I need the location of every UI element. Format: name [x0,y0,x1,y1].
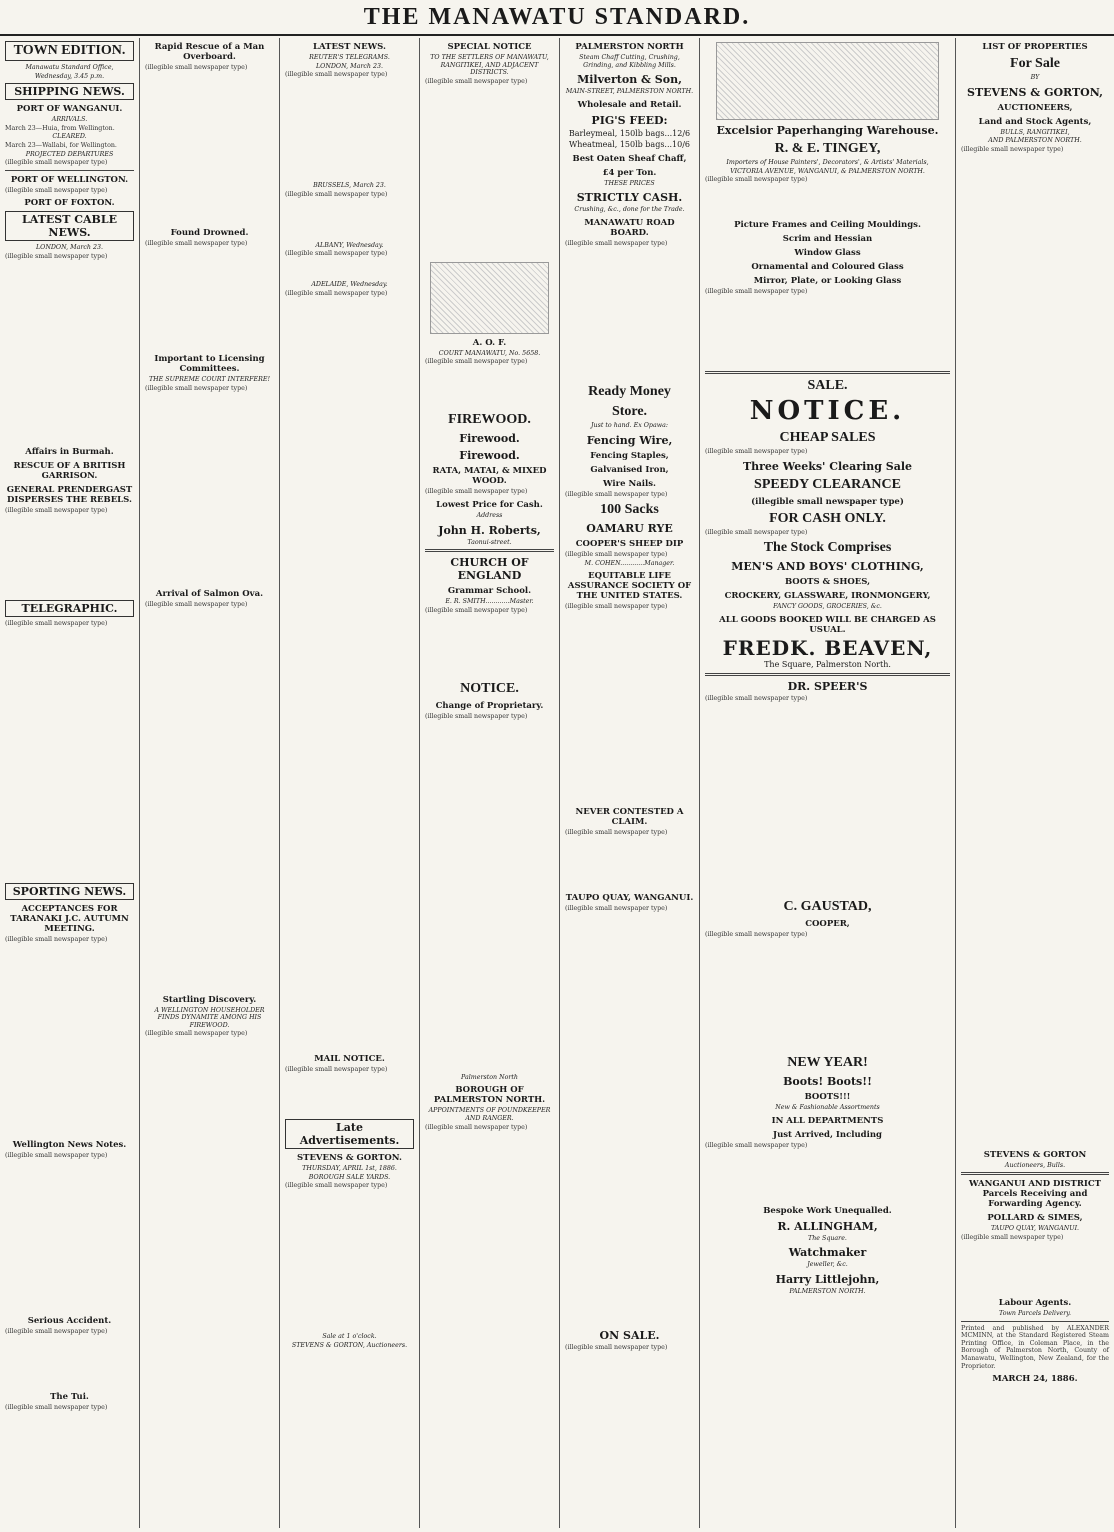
body-text: (illegible small newspaper type) [5,186,108,194]
body-text: (illegible small newspaper type) [5,1151,108,1159]
body-text: (illegible small newspaper type) [565,239,668,247]
notice-big: NOTICE. [749,396,906,427]
speer-heading: DR. SPEER'S [787,679,868,693]
column-news [0,38,140,1528]
strictly-cash: STRICTLY CASH. [576,191,683,205]
borough-heading: BOROUGH OF PALMERSTON NORTH. [433,1085,546,1106]
body-text: (illegible small newspaper type) [285,1065,388,1073]
auctioneers-sign: STEVENS & GORTON, Auctioneers. [291,1341,408,1349]
mail-notice-heading: MAIL NOTICE. [314,1053,385,1064]
stevens-gorton: STEVENS & GORTON. [296,1152,402,1163]
gaustad-name: C. GAUSTAD, [783,898,872,914]
scrim-line: Scrim and Hessian [782,234,873,245]
cheap-sales: CHEAP SALES [779,430,876,446]
pn-line: Palmerston North [461,1073,518,1081]
cash-only: FOR CASH ONLY. [769,510,886,526]
pig-feed: PIG'S FEED: [591,113,668,127]
rata-line: RATA, MATAI, & MIXED WOOD. [432,466,547,487]
column-ads-2 [560,38,700,1528]
telegraphic-heading: TELEGRAPHIC. [5,600,134,617]
mirror-line: Mirror, Plate, or Looking Glass [753,276,902,287]
boots-line: BOOTS!!! [804,1091,851,1102]
fancy-goods: FANCY GOODS, GROCERIES, &c. [773,603,882,611]
jeweller-line: Jeweller, &c. [807,1261,848,1269]
speedy-clearance: SPEEDY CLEARANCE [754,476,901,492]
beaven-address: The Square, Palmerston North. [764,659,891,669]
body-text: (illegible small newspaper type) [145,600,248,608]
goods-booked: ALL GOODS BOOKED WILL BE CHARGED AS USUAL. [719,614,936,635]
labour-agents: Labour Agents. [998,1297,1072,1308]
settlers-subheading: TO THE SETTLERS OF MANAWATU, RANGITIKEI, AND ADJACENT DISTRICTS. [430,54,549,77]
roberts-name: John H. Roberts, [438,523,541,537]
shipping-heading: SHIPPING NEWS. [5,83,134,100]
sacks-heading: 100 Sacks [600,502,659,518]
body-text: (illegible small newspaper type) [565,490,668,498]
oaten-line: Best Oaten Sheaf Chaff, [572,153,687,164]
firewood-line: Firewood. [459,432,520,446]
body-text: (illegible small newspaper type) [5,935,108,943]
port-wellington-heading: PORT OF WELLINGTON. [10,174,129,185]
ready-money: Ready Money [588,383,671,399]
body-text: (illegible small newspaper type) [145,240,248,247]
boots-boots: Boots! Boots!! [783,1074,872,1088]
sale-date: THURSDAY, APRIL 1st, 1886. [302,1164,397,1172]
body-text: (illegible small newspaper type) [565,905,668,913]
milverton-name: Milverton & Son, [577,73,682,87]
equitable-heading: EQUITABLE LIFE ASSURANCE SOCIETY OF THE UNITED STATES. [567,571,692,602]
never-contested: NEVER CONTESTED A CLAIM. [575,807,684,828]
divider [961,1172,1109,1175]
body-text: (illegible small newspaper type) [751,496,904,507]
body-text: (illegible small newspaper type) [705,528,808,536]
telegrams-label: REUTER'S TELEGRAMS. [309,54,390,61]
address-label: Address [476,511,503,519]
fashionable-line: New & Fashionable Assortments [775,1103,880,1111]
body-text: (illegible small newspaper type) [425,712,528,720]
body-text: (illegible small newspaper type) [425,77,528,85]
and-pn-line: AND PALMERSTON NORTH. [988,137,1082,145]
tingey-name: R. & E. TINGEY, [774,141,881,156]
startling-heading: Startling Discovery. [162,994,257,1005]
crushing-line: Crushing, &c., done for the Trade. [574,206,685,214]
sale-time: Sale at 1 o'clock. [322,1333,377,1341]
serious-accident-heading: Serious Accident. [27,1315,112,1326]
body-text: (illegible small newspaper type) [145,1030,248,1038]
taonui-street: Taonui-street. [467,538,512,546]
window-glass: Window Glass [794,248,861,259]
wheatmeal-price: Wheatmeal, 150lb bags...10/6 [568,139,691,149]
body-text: (illegible small newspaper type) [5,1327,108,1335]
town-edition-title: TOWN EDITION. [5,41,134,61]
acceptances-heading: ACCEPTANCES FOR TARANAKI J.C. AUTUMN MEETING. [10,903,129,934]
body-text: (illegible small newspaper type) [425,1123,528,1131]
body-text: (illegible small newspaper type) [5,159,108,167]
divider [705,371,950,374]
wholesale-line: Wholesale and Retail. [577,99,682,110]
cohen-line: M. COHEN............Manager. [584,559,675,567]
body-text: (illegible small newspaper type) [285,190,388,198]
oamaru-rye: OAMARU RYE [586,522,673,536]
body-text: (illegible small newspaper type) [5,619,108,627]
wellington-notes-heading: Wellington News Notes. [12,1139,127,1150]
crest-engraving [430,262,548,334]
body-text: (illegible small newspaper type) [5,1403,108,1411]
divider [961,1321,1109,1322]
port-foxton-heading: PORT OF FOXTON. [24,198,115,209]
column-ads-3 [700,38,956,1528]
galvanised-iron: Galvanised Iron, [590,464,669,475]
body-text: (illegible small newspaper type) [961,145,1064,153]
littlejohn-address: PALMERSTON NORTH. [789,1287,866,1295]
cooper-line: COOPER, [805,918,850,929]
fencing-wire: Fencing Wire, [586,433,673,447]
allingham-address: The Square. [808,1234,847,1242]
body-text: (illegible small newspaper type) [285,250,388,258]
new-year: NEW YEAR! [787,1054,868,1070]
body-text: (illegible small newspaper type) [425,358,528,366]
body-text: (illegible small newspaper type) [425,606,528,614]
taupo-quay: TAUPO QUAY, WANGANUI. [990,1225,1080,1233]
main-street: MAIN-STREET, PALMERSTON NORTH. [565,88,694,96]
taupo-quay: TAUPO QUAY, WANGANUI. [565,893,694,904]
rescue-heading: RESCUE OF A BRITISH GARRISON. [13,460,126,481]
rescue-heading: Rapid Rescue of a Man Overboard. [154,42,265,62]
victoria-line: VICTORIA AVENUE, WANGANUI, & PALMERSTON NORTH. [730,167,925,175]
divider [425,549,554,552]
cleared-line: March 23—Wallabi, for Wellington. [5,141,117,149]
found-drowned-heading: Found Drowned. [170,228,249,238]
late-ads-heading: Late Advertisements. [285,1119,414,1149]
arrivals-label: ARRIVALS. [51,116,88,124]
auctioneers-line: AUCTIONEERS, [997,102,1073,113]
bulls-line: BULLS, RANGITIKEI, [1000,128,1070,136]
imprint-date: MARCH 24, 1886. [992,1374,1078,1385]
column-ads-1 [420,38,560,1528]
excelsior-heading: Excelsior Paperhanging Warehouse. [716,124,939,137]
divider [705,673,950,676]
stevens-footer-sub: Auctioneers, Bulls. [1004,1161,1066,1169]
palmerston-heading: PALMERSTON NORTH [575,42,684,52]
body-text: (illegible small newspaper type) [705,288,808,296]
body-text: (illegible small newspaper type) [705,448,808,456]
firewood-heading: FIREWOOD. [448,412,531,428]
body-text: (illegible small newspaper type) [425,488,528,496]
masthead: THE MANAWATU STANDARD. [0,0,1114,36]
bespoke-line: Bespoke Work Unequalled. [763,1205,892,1216]
latest-news-heading: LATEST NEWS. [313,42,386,52]
body-text: (illegible small newspaper type) [705,176,808,184]
store-line: Store. [611,403,648,419]
boots-shoes: BOOTS & SHOES, [784,577,871,588]
special-notice-heading: SPECIAL NOTICE [447,42,532,52]
mens-clothing: MEN'S AND BOYS' CLOTHING, [731,560,924,574]
body-text: (illegible small newspaper type) [5,506,108,514]
sheep-dip: COOPER'S SHEEP DIP [575,539,684,550]
edition-date: Wednesday, 3.45 p.m. [34,72,105,80]
body-text: (illegible small newspaper type) [961,1233,1064,1241]
body-text: (illegible small newspaper type) [565,1344,668,1352]
arrival-line: March 23—Huia, from Wellington. [5,124,115,132]
sporting-heading: SPORTING NEWS. [5,883,134,900]
on-sale: ON SALE. [599,1329,660,1343]
barleymeal-price: Barleymeal, 150lb bags...12/6 [568,128,691,138]
littlejohn-name: Harry Littlejohn, [775,1272,880,1286]
body-text: (illegible small newspaper type) [705,694,808,702]
column-latest [280,38,420,1528]
three-weeks: Three Weeks' Clearing Sale [742,459,913,473]
court-number: COURT MANAWATU, No. 5658. [438,349,541,357]
lowest-price: Lowest Price for Cash. [436,499,543,510]
ornamental-glass: Ornamental and Coloured Glass [751,262,904,273]
general-heading: GENERAL PRENDERGAST DISPERSES THE REBELS. [6,484,133,505]
crockery-line: CROCKERY, GLASSWARE, IRONMONGERY, [724,591,931,602]
dateline: LONDON, March 23. [36,244,103,252]
body-text: (illegible small newspaper type) [705,1141,808,1149]
allingham-name: R. ALLINGHAM, [777,1219,878,1233]
watchmaker: Watchmaker [788,1246,867,1260]
land-stock: Land and Stock Agents, [978,116,1092,127]
church-heading: CHURCH OF ENGLAND [450,556,529,583]
stevens-footer: STEVENS & GORTON [983,1149,1087,1160]
dateline: BRUSSELS, March 23. [313,182,386,190]
divider [5,170,134,171]
town-parcels: Town Parcels Delivery. [999,1309,1071,1317]
for-sale: For Sale [1010,56,1060,71]
body-text: (illegible small newspaper type) [285,1182,388,1190]
firewood-line: Firewood. [459,449,520,463]
per-ton: £4 per Ton. [602,167,657,178]
dateline: ALBANY, Wednesday. [315,241,384,249]
by-line: BY [1030,74,1040,81]
stock-comprises: The Stock Comprises [763,540,892,556]
column-properties [956,38,1114,1528]
fencing-staples: Fencing Staples, [590,450,669,461]
body-text: (illegible small newspaper type) [565,829,668,837]
grammar-school: Grammar School. [447,586,532,597]
road-board-heading: MANAWATU ROAD BOARD. [584,217,675,238]
beaven-name: FREDK. BEAVEN, [722,635,933,660]
office-line: Manawatu Standard Office, [25,64,114,71]
body-text: (illegible small newspaper type) [565,551,668,559]
body-text: (illegible small newspaper type) [705,930,808,938]
dateline: ADELAIDE, Wednesday. [311,281,388,289]
body-text: (illegible small newspaper type) [285,71,388,79]
warehouse-banner-engraving [716,42,939,120]
change-proprietary: Change of Proprietary. [435,700,544,711]
projected-label: PROJECTED DEPARTURES [25,150,114,158]
sale-heading: SALE. [807,378,848,394]
salmon-heading: Arrival of Salmon Ova. [155,588,264,599]
householder-subheading: A WELLINGTON HOUSEHOLDER FINDS DYNAMITE AMONG HIS FIREWOOD. [154,1006,265,1029]
departments-line: IN ALL DEPARTMENTS [771,1115,884,1126]
body-text: (illegible small newspaper type) [5,252,108,260]
importers-line: Importers of House Painters', Decorators', & Artists' Materials, [726,159,929,166]
imprint: Printed and published by ALEXANDER MCMINN, at the Standard Registered Steam Printing Office, in Coleman Place, in the Borough of Palmerston North, County of Manawatu, Wellington, New Zealand, for the Proprietor. [961,1324,1109,1370]
pollard-simes: POLLARD & SIMES, [987,1213,1083,1224]
body-text: (illegible small newspaper type) [565,603,668,611]
wire-nails: Wire Nails. [603,478,656,489]
tui-heading: The Tui. [50,1391,89,1402]
court-subheading: THE SUPREME COURT INTERFERE! [148,376,271,383]
cleared-label: CLEARED. [52,133,87,141]
licensing-heading: Important to Licensing Committees. [154,354,265,374]
cable-news-heading: LATEST CABLE NEWS. [5,211,134,241]
aof-heading: A. O. F. [472,337,507,348]
column-local [140,38,280,1528]
dateline: LONDON, March 23. [316,62,383,70]
just-arrived: Just Arrived, Including [773,1129,882,1140]
picture-frames: Picture Frames and Ceiling Mouldings. [734,220,921,231]
body-text: (illegible small newspaper type) [285,289,388,297]
notice-heading: NOTICE. [460,680,519,696]
affairs-heading: Affairs in Burmah. [25,446,114,457]
parcels-heading: WANGANUI AND DISTRICT Parcels Receiving and Forwarding Agency. [969,1179,1101,1210]
sale-yards: BOROUGH SALE YARDS. [308,1173,391,1181]
opawa-line: Just to hand. Ex Opawa: [591,421,668,429]
list-heading: LIST OF PROPERTIES [982,42,1088,52]
stevens-gorton: STEVENS & GORTON, [967,85,1103,99]
these-prices: THESE PRICES [604,179,655,187]
steam-mills: Steam Chaff Cutting, Crushing, Grinding, and Kibbling Mills. [579,54,680,69]
port-wanganui-heading: PORT OF WANGANUI. [16,104,123,115]
body-text: (illegible small newspaper type) [145,384,248,392]
master-line: E. R. SMITH............Master. [445,598,534,606]
appointments-line: APPOINTMENTS OF POUNDKEEPER AND RANGER. [428,1107,551,1122]
body-text: (illegible small newspaper type) [145,64,248,71]
